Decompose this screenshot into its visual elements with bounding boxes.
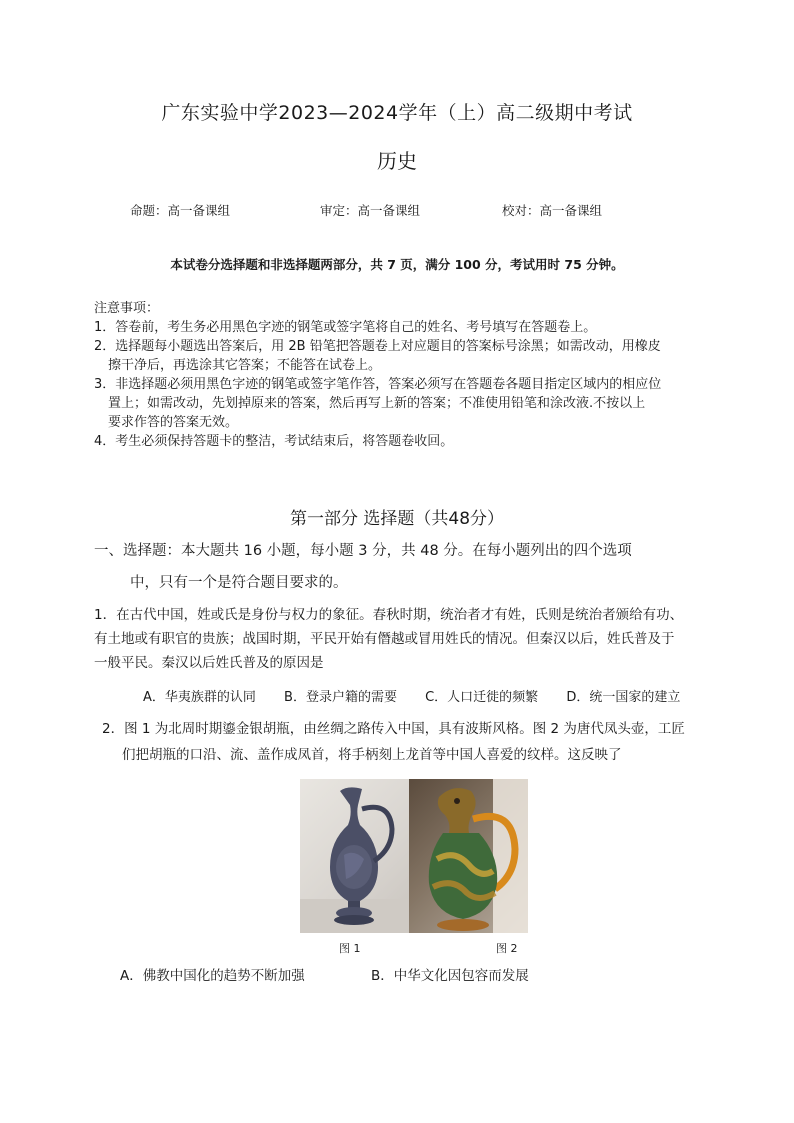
note-item: 擦干净后，再选涂其它答案；不能答在试卷上。 — [108, 358, 382, 373]
subject-title: 历史 — [377, 149, 417, 173]
section-instructions: 一、选择题：本大题共 16 小题，每小题 3 分，共 48 分。在每小题列出的四个选项 — [94, 543, 632, 559]
note-item: 置上；如需改动，先划掉原来的答案，然后再写上新的答案；不准使用铅笔和涂改液.不按以上 — [108, 396, 646, 411]
note-item: 3．非选择题必须用黑色字迹的钢笔或签字笔作答，答案必须写在答题卷各题目指定区域内的相应位 — [94, 377, 662, 392]
option-b: B．中华文化因包容而发展 — [371, 968, 529, 984]
proofreader-info: 校对：高一备课组 — [502, 203, 603, 218]
reviewer-info: 审定：高一备课组 — [320, 203, 421, 218]
question-1-line: 1．在古代中国，姓或氏是身份与权力的象征。春秋时期，统治者才有姓，氏则是统治者颁给有功、 — [94, 607, 684, 623]
notes-heading: 注意事项： — [94, 301, 160, 316]
note-item: 要求作答的答案无效。 — [108, 415, 239, 430]
figure-2-phoenix-ewer — [409, 779, 528, 933]
option-a: A．华夷族群的认同 — [143, 690, 256, 705]
setter-info: 命题：高一备课组 — [130, 203, 231, 218]
question-2-line: 们把胡瓶的口沿、流、盖作成凤首，将手柄刻上龙首等中国人喜爱的纹样。这反映了 — [122, 747, 622, 763]
part1-title: 第一部分 选择题（共48分） — [289, 509, 505, 529]
question-2 — [102, 716, 685, 768]
phoenix-ewer-illustration — [409, 779, 528, 933]
figure-1-silver-ewer — [300, 779, 409, 933]
question-1 — [94, 603, 683, 675]
exam-title: 广东实验中学2023—2024学年（上）高二级期中考试 — [161, 102, 633, 124]
figure-1-caption: 图 1 — [339, 942, 361, 955]
note-item: 1．答卷前，考生务必用黑色字迹的钢笔或签字笔将自己的姓名、考号填写在答题卷上。 — [94, 320, 597, 335]
question-1-options — [143, 686, 704, 705]
notes-block — [94, 299, 661, 451]
figure-2-caption: 图 2 — [496, 942, 518, 955]
ewer-illustration — [300, 779, 409, 933]
section-instructions-cont: 中，只有一个是符合题目要求的。 — [130, 575, 348, 591]
note-item: 4．考生必须保持答题卡的整洁，考试结束后，将答题卷收回。 — [94, 434, 454, 449]
option-d: D．统一国家的建立 — [566, 690, 681, 705]
question-1-line: 一般平民。秦汉以后姓氏普及的原因是 — [94, 655, 324, 671]
option-a: A．佛教中国化的趋势不断加强 — [120, 968, 305, 984]
option-b: B．登录户籍的需要 — [284, 690, 397, 705]
question-2-line: 2．图 1 为北周时期鎏金银胡瓶，由丝绸之路传入中国，具有波斯风格。图 2 为唐代凤头壶，工匠 — [102, 721, 685, 737]
question-1-line: 有土地或有职官的贵族；战国时期，平民开始有僭越或冒用姓氏的情况。但秦汉以后，姓氏普及于 — [94, 631, 675, 647]
exam-intro: 本试卷分选择题和非选择题两部分，共 7 页，满分 100 分，考试用时 75 分钟。 — [170, 257, 624, 272]
option-c: C．人口迁徙的频繁 — [425, 690, 539, 705]
note-item: 2．选择题每小题选出答案后，用 2B 铅笔把答题卷上对应题目的答案标号涂黑；如需改动，用橡皮 — [94, 339, 661, 354]
